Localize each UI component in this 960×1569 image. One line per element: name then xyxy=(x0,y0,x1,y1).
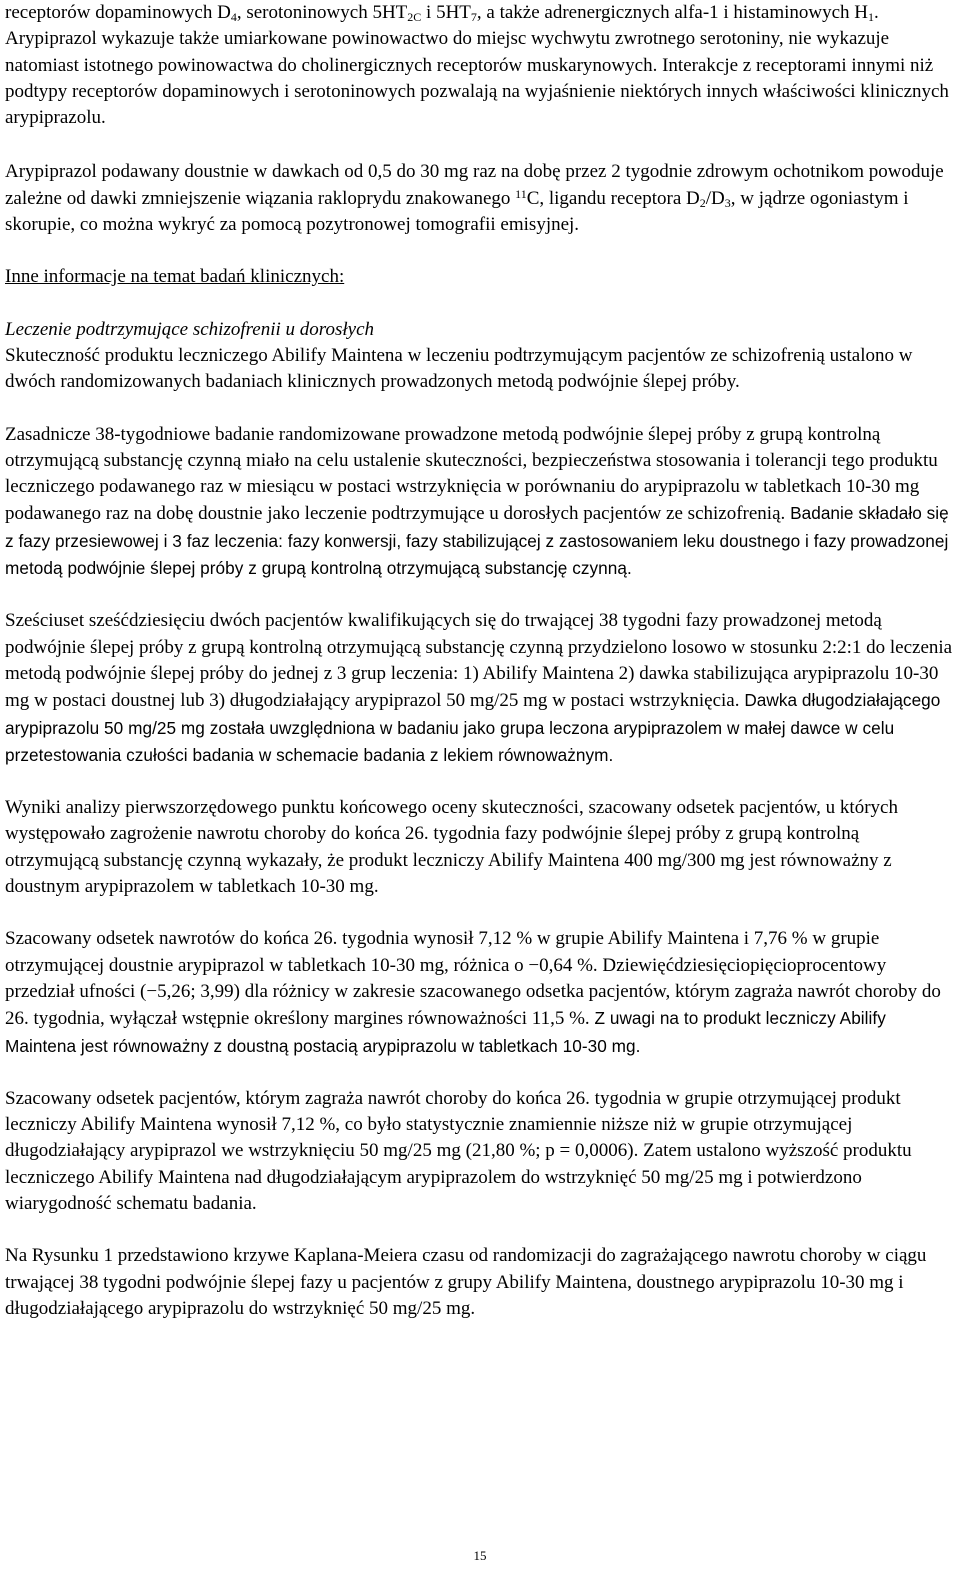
text-run-sans: Dawka długodziałającego arypiprazolu 50 mg/25 mg została uwzględniona w badaniu jako grupa leczona arypiprazolem w małej dawce w celu przetestowania czułości badania w schemacie badania z lekiem równoważnym. xyxy=(5,690,941,765)
subheading-maintenance: Leczenie podtrzymujące schizofrenii u dorosłych xyxy=(5,318,375,340)
text-run: Arypiprazol podawany doustnie w dawkach od 0,5 do 30 mg raz na dobę przez 2 tygodnie zdrowym ochotnikom powoduje zależne od dawki zmniejszenie wiązania rakloprydu znakowanego xyxy=(5,161,944,209)
paragraph-maintenance-efficacy: Skuteczność produktu leczniczego Abilify Maintena w leczeniu podtrzymującym pacjentów ze schizofrenią ustalono w dwóch randomizowanych badaniach klinicznych prowadzonych metodą podwójnie ślepej próby. xyxy=(5,344,913,393)
paragraph-primary-endpoint: Wyniki analizy pierwszorzędowego punktu końcowego oceny skuteczności, szacowany odsetek pacjentów, u których występowało zagrożenie nawrotu choroby do końca 26. tygodnia fazy podwójnie ślepej próby z grupą kontrolną otrzymującą substancję czynną wykazały, że produkt leczniczy Abilify Maintena 400 mg/300 mg jest równoważny z doustnym arypiprazolem w tabletkach 10-30 mg. xyxy=(5,797,898,898)
text-run-sans: Z uwagi na to produkt leczniczy Abilify Maintena jest równoważny z doustną postacią arypiprazolu w tabletkach 10-30 mg. xyxy=(5,1008,886,1056)
subscript: 2 xyxy=(699,195,706,210)
text-run: . Arypiprazol wykazuje także umiarkowane powinowactwo do miejsc wychwytu zwrotnego serotoniny, nie wykazuje natomiast istotnego powinowactwa do cholinergicznych receptorów muskarynowych. Interakcje z receptorami innymi niż podtypy receptorów dopaminowych i serotoninowych pozwalają na wyjaśnienie niektórych innych właściwości klinicznych arypiprazolu. xyxy=(5,2,949,129)
text-run: /D xyxy=(705,187,725,209)
subscript: 4 xyxy=(230,10,237,24)
text-run: Zasadnicze 38-tygodniowe badanie randomizowane prowadzone metodą podwójnie ślepej próby z grupą kontrolną otrzymującą substancję czynną miało na celu ustalenie skuteczności, bezpieczeństwa stosowania i tolerancji tego produktu leczniczego podawanego raz w miesiącu w postaci wstrzyknięcia w porównaniu do arypiprazolu w tabletkach 10-30 mg podawanego raz na dobę doustnie jako leczenie podtrzymujące u dorosłych pacjentów ze schizofrenią. xyxy=(5,423,938,525)
text-run-sans: Badanie składało się z fazy przesiewowej i 3 faz leczenia: fazy konwersji, fazy stabilizującej z zastosowaniem leku doustnego i fazy prowadzonej metodą podwójnie ślepej próby z grupą kontrolną otrzymującą substancję czynną. xyxy=(5,503,949,579)
subscript: 3 xyxy=(724,195,731,210)
text-run: Szacowany odsetek nawrotów do końca 26. tygodnia wynosił 7,12 % w grupie Abilify Maintena i 7,76 % w grupie otrzymującej doustnie arypiprazol w tabletkach 10-30 mg, różnica o −0,64 %. Dziewięćdziesięciopięcioprocentowy przedział ufności (−5,26; 3,99) dla różnicy w zakresie szacowanego odsetka pacjentów, którym zagraża nawrót choroby do 26. tygodnia, wyłączał wstępnie określony margines równoważności 11,5 %. xyxy=(5,928,941,1030)
text-run: Sześciuset sześćdziesięciu dwóch pacjentów kwalifikujących się do trwającej 38 tygodni fazy prowadzonej metodą podwójnie ślepej próby z grupą kontrolną otrzymującą substancję czynną przydzielono losowo w stosunku 2:2:1 do leczenia metodą podwójnie ślepej próby do jednej z 3 grup leczenia: 1) Abilify Maintena 2) dawka stabilizująca arypiprazolu 10-30 mg w postaci doustnej lub 3) długodziałający arypiprazol 50 mg/25 mg w postaci wstrzyknięcia. xyxy=(5,610,953,712)
subscript: 7 xyxy=(470,10,477,24)
subscript: 2C xyxy=(407,10,422,24)
text-run: , a także adrenergicznych alfa-1 i histaminowych H xyxy=(476,2,869,23)
heading-other-clinical-info: Inne informacje na temat badań klinicznych: xyxy=(5,266,345,288)
paragraph-receptors xyxy=(5,0,955,131)
text-run: i 5HT xyxy=(421,2,471,23)
paragraph-figure-reference: Na Rysunku 1 przedstawiono krzywe Kaplana-Meiera czasu od randomizacji do zagrażającego nawrotu choroby w ciągu trwającej 38 tygodni podwójnie ślepej fazy u pacjentów z grupy Abilify Maintena, doustnego arypiprazolu 10-30 mg i długodziałającego arypiprazolu do wstrzyknięć 50 mg/25 mg. xyxy=(5,1245,927,1319)
paragraph-base-study xyxy=(5,422,955,583)
superscript: 11 xyxy=(515,186,527,201)
page-number: 15 xyxy=(473,1548,487,1563)
text-run: receptorów dopaminowych D xyxy=(5,2,231,23)
text-run: C, ligandu receptora D xyxy=(526,187,700,209)
subscript: 1 xyxy=(868,10,875,24)
text-run: , serotoninowych 5HT xyxy=(236,2,408,23)
section-maintenance xyxy=(5,317,955,396)
document-page xyxy=(5,0,955,1322)
paragraph-randomization xyxy=(5,608,955,769)
paragraph-relapse-rate xyxy=(5,926,955,1059)
paragraph-pet-study xyxy=(5,159,955,238)
paragraph-superiority: Szacowany odsetek pacjentów, którym zagraża nawrót choroby do końca 26. tygodnia w grupie otrzymującej produkt leczniczy Abilify Maintena wynosił 7,12 %, co było statystycznie znamiennie niższe niż w grupie otrzymującej długodziałający arypiprazol we wstrzyknięciu 50 mg/25 mg (21,80 %; p = 0,0006). Zatem ustalono wyższość produktu leczniczego Abilify Maintena nad długodziałającym arypiprazolem do wstrzyknięć 50 mg/25 mg i potwierdzono wiarygodność schematu badania. xyxy=(5,1087,912,1214)
text-run: , w jądrze ogoniastym i skorupie, co można wykryć za pomocą pozytronowej tomografii emisyjnej. xyxy=(5,187,909,236)
